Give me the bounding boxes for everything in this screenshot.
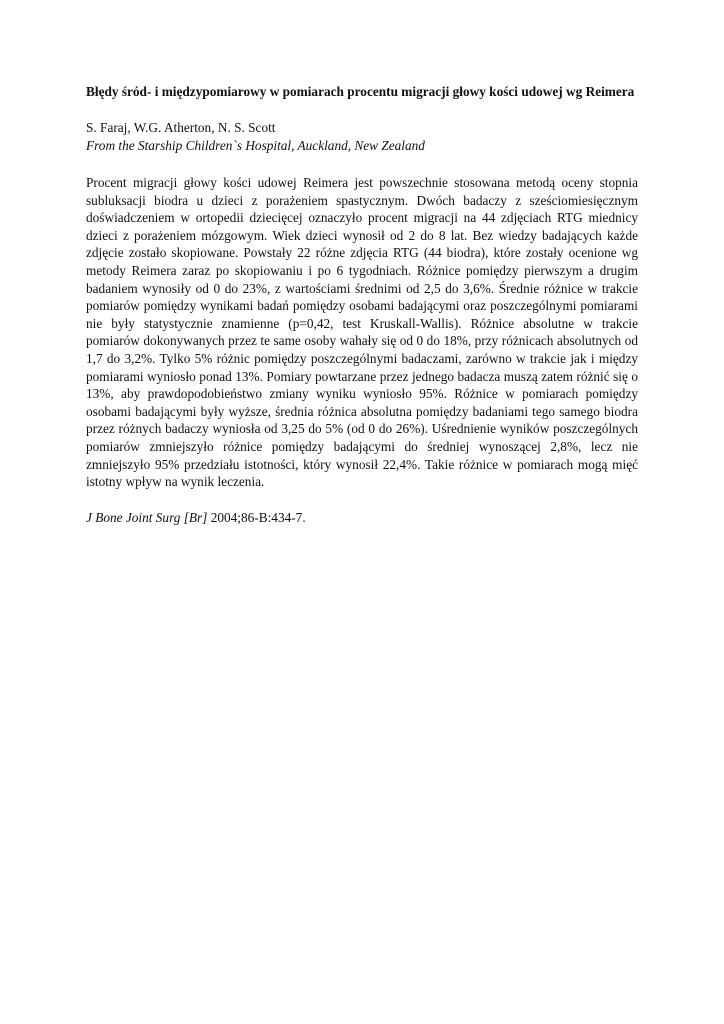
article-abstract: Procent migracji głowy kości udowej Reimera jest powszechnie stosowana metodą oceny stopnia subluksacji biodra u dzieci z porażeniem spastycznym. Dwóch badaczy z sześciomiesięcznym doświadczeniem w ortopedii dziecięcej oznaczyło procent migracji na 44 zdjęciach RTG miednicy dzieci z porażeniem mózgowym. Wiek dzieci wynosił od 2 do 8 lat. Bez wiedzy badających każde zdjęcie zostało skopiowane. Powstały 22 różne zdjęcia RTG (44 biodra), które zostały ocenione wg metody Reimera zaraz po skopiowaniu i po 6 tygodniach. Różnice pomiędzy pierwszym a drugim badaniem wynosiły od 0 do 23%, z wartościami średnimi od 2,5 do 3,6%. Średnie różnice w trakcie pomiarów pomiędzy wynikami badań pomiędzy osobami badającymi oraz poszczególnymi pomiarami nie były statystycznie znamienne (p=0,42, test Kruskall-Wallis). Różnice absolutne w trakcie pomiarów dokonywanych przez te same osoby wahały się od 0 do 18%, przy różnicach absolutnych od 1,7 do 3,2%. Tylko 5% różnic pomiędzy poszczególnymi badaczami, zarówno w trakcie jak i między pomiarami wyniosło ponad 13%. Pomiary powtarzane przez jednego badacza muszą zatem różnić się o 13%, aby prawdopodobieństwo zmiany wyniku wyniosło 95%. Różnice w pomiarach pomiędzy osobami badającymi były wyższe, średnia różnica absolutna pomiędzy badaniami tego samego biodra przez różnych badaczy wyniosła od 3,25 do 5% (od 0 do 26%). Uśrednienie wyników poszczególnych pomiarów zmniejszyło różnice pomiędzy badającymi do średniej wynoszącej 2,8%, lecz nie zmniejszyło 95% przedziału istotności, który wynosił 22,4%. Takie różnice w pomiarach mogą mięć istotny wpływ na wynik leczenia. bbox=[86, 175, 638, 490]
article-affiliation: From the Starship Children`s Hospital, Auckland, New Zealand bbox=[86, 138, 425, 153]
document-page bbox=[86, 83, 638, 527]
citation-journal: J Bone Joint Surg [Br] bbox=[86, 509, 208, 525]
article-citation bbox=[86, 509, 638, 527]
article-authors: S. Faraj, W.G. Atherton, N. S. Scott bbox=[86, 120, 276, 135]
article-title: Błędy śród- i międzypomiarowy w pomiarach procentu migracji głowy kości udowej wg Reimera bbox=[86, 84, 635, 99]
citation-details: 2004;86-B:434-7. bbox=[207, 509, 306, 525]
